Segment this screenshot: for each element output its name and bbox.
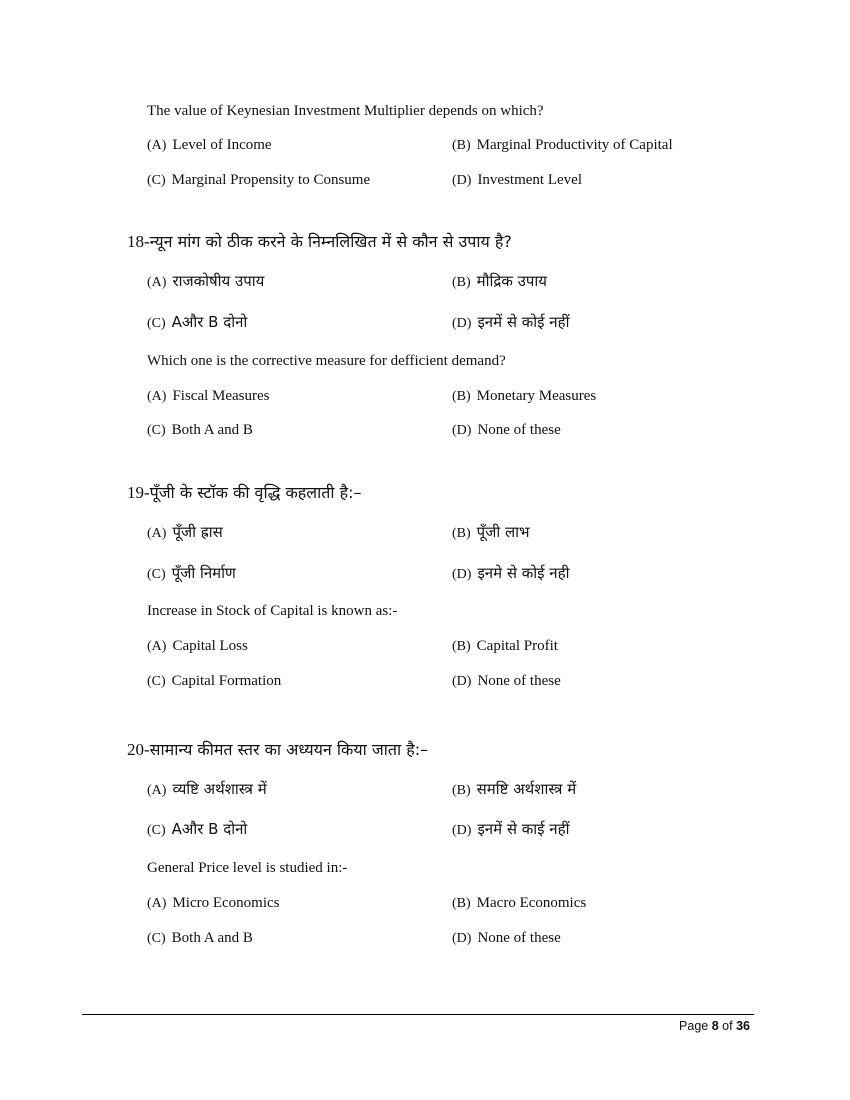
question-number: 20- — [127, 740, 150, 759]
option-text: Investment Level — [477, 172, 582, 188]
option-label: (D) — [452, 423, 472, 438]
option-text: पूँजी निर्माण — [171, 564, 236, 582]
q20-en-option-b — [452, 895, 586, 912]
q19-en-option-d — [452, 673, 561, 690]
option-text: None of these — [477, 930, 561, 946]
q19-hi-option-d — [452, 563, 570, 583]
question-number: 18- — [127, 232, 150, 251]
option-label: (D) — [452, 674, 472, 689]
option-label: (C) — [147, 823, 166, 838]
option-text: पूँजी ह्रास — [172, 523, 223, 541]
option-label: (C) — [147, 173, 166, 188]
option-text: Aऔर B दोनो — [171, 820, 248, 838]
option-text: Monetary Measures — [476, 388, 597, 404]
option-text: None of these — [477, 673, 561, 689]
q18-hi-question — [127, 230, 512, 252]
q20-hi-option-a — [147, 779, 267, 799]
option-label: (A) — [147, 783, 167, 798]
q18-en-option-a — [147, 388, 270, 405]
q18-en-option-b — [452, 388, 596, 405]
option-label: (A) — [147, 526, 167, 541]
option-text: इनमें से काई नहीं — [477, 820, 570, 838]
q17-en-option-b — [452, 137, 673, 154]
question-text: न्यून मांग को ठीक करने के निम्नलिखित में से कौन से उपाय है? — [149, 232, 512, 251]
option-text: Fiscal Measures — [172, 388, 270, 404]
option-text: इनमें से कोई नहीं — [477, 313, 570, 331]
option-text: इनमे से कोई नही — [477, 564, 570, 582]
q19-hi-option-c — [147, 563, 236, 583]
option-label: (D) — [452, 173, 472, 188]
option-label: (B) — [452, 896, 471, 911]
option-text: Marginal Productivity of Capital — [476, 137, 673, 153]
option-label: (A) — [147, 639, 167, 654]
q18-en-question: Which one is the corrective measure for defficient demand? — [147, 353, 506, 369]
option-text: Aऔर B दोनो — [171, 313, 248, 331]
page-word: Page — [679, 1019, 709, 1033]
option-label: (D) — [452, 567, 472, 582]
option-label: (C) — [147, 567, 166, 582]
option-label: (C) — [147, 674, 166, 689]
option-text: Both A and B — [171, 422, 253, 438]
question-text: पूँजी के स्टॉक की वृद्धि कहलाती है:– — [149, 483, 362, 502]
option-label: (A) — [147, 138, 167, 153]
q20-hi-question — [127, 738, 428, 760]
q19-hi-option-b — [452, 522, 530, 542]
option-label: (B) — [452, 783, 471, 798]
option-label: (C) — [147, 931, 166, 946]
option-label: (B) — [452, 389, 471, 404]
option-label: (B) — [452, 138, 471, 153]
option-text: Macro Economics — [476, 895, 587, 911]
q18-hi-option-d — [452, 312, 570, 332]
q20-hi-option-c — [147, 819, 247, 839]
option-text: Capital Loss — [172, 638, 248, 654]
option-label: (B) — [452, 275, 471, 290]
q18-hi-option-b — [452, 271, 547, 291]
q19-hi-option-a — [147, 522, 223, 542]
q18-en-option-c — [147, 422, 253, 439]
q19-hi-question — [127, 481, 361, 503]
option-text: Marginal Propensity to Consume — [171, 172, 371, 188]
option-label: (B) — [452, 526, 471, 541]
q20-hi-option-b — [452, 779, 576, 799]
option-text: Both A and B — [171, 930, 253, 946]
option-text: Capital Formation — [171, 673, 282, 689]
q18-en-option-d — [452, 422, 561, 439]
q17-en-option-d — [452, 172, 582, 189]
q20-en-option-c — [147, 930, 253, 947]
q20-en-option-a — [147, 895, 280, 912]
q19-en-option-b — [452, 638, 558, 655]
question-number: 19- — [127, 483, 150, 502]
option-label: (D) — [452, 931, 472, 946]
option-text: राजकोषीय उपाय — [172, 272, 265, 290]
q19-en-option-a — [147, 638, 248, 655]
q20-en-question: General Price level is studied in:- — [147, 860, 348, 876]
option-text: Micro Economics — [172, 895, 280, 911]
option-text: Level of Income — [172, 137, 272, 153]
option-text: समष्टि अर्थशास्त्र में — [476, 780, 577, 798]
option-label: (B) — [452, 639, 471, 654]
q19-en-option-c — [147, 673, 281, 690]
q20-hi-option-d — [452, 819, 570, 839]
option-text: Capital Profit — [476, 638, 558, 654]
q18-hi-option-c — [147, 312, 247, 332]
option-label: (A) — [147, 896, 167, 911]
option-label: (C) — [147, 316, 166, 331]
option-label: (C) — [147, 423, 166, 438]
of-word: of — [722, 1019, 733, 1033]
option-label: (A) — [147, 389, 167, 404]
option-text: None of these — [477, 422, 561, 438]
q17-en-option-c — [147, 172, 370, 189]
q17-en-option-a — [147, 137, 272, 154]
question-text: सामान्य कीमत स्तर का अध्ययन किया जाता है:– — [149, 740, 429, 759]
option-text: व्यष्टि अर्थशास्त्र में — [172, 780, 267, 798]
page-current: 8 — [711, 1019, 719, 1033]
option-label: (D) — [452, 823, 472, 838]
option-text: पूँजी लाभ — [476, 523, 530, 541]
q20-en-option-d — [452, 930, 561, 947]
option-label: (A) — [147, 275, 167, 290]
q19-en-question: Increase in Stock of Capital is known as:- — [147, 603, 398, 619]
footer-divider — [82, 1014, 754, 1015]
page-number — [679, 1019, 750, 1033]
q17-en-question: The value of Keynesian Investment Multiplier depends on which? — [147, 103, 544, 119]
option-label: (D) — [452, 316, 472, 331]
option-text: मौद्रिक उपाय — [476, 272, 547, 290]
page-total: 36 — [736, 1019, 750, 1033]
q18-hi-option-a — [147, 271, 264, 291]
